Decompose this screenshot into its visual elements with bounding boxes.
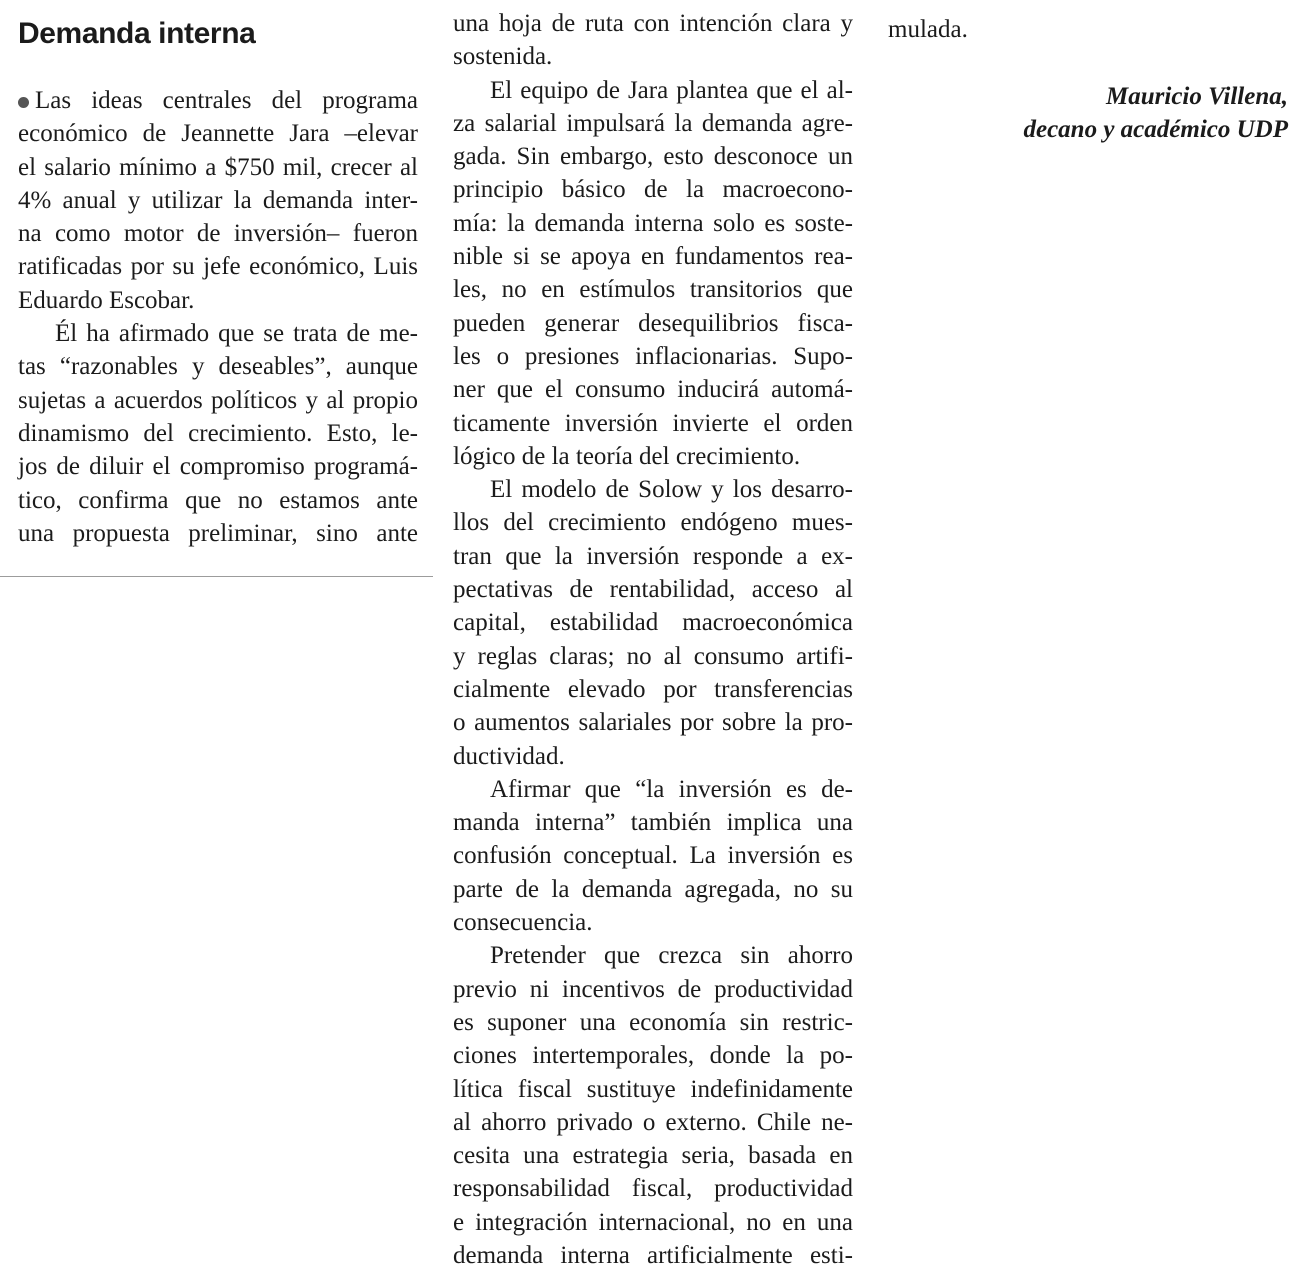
paragraph-line: [453, 74, 853, 107]
paragraph-line: [453, 939, 853, 972]
paragraph-line: [453, 1039, 853, 1072]
line-text: ratificadas por su jefe económico, Luis: [18, 253, 418, 281]
paragraph-line: [18, 84, 418, 117]
paragraph-line: [453, 606, 853, 639]
line-text: una propuesta preliminar, sino ante: [18, 519, 418, 547]
line-text: sujetas a acuerdos políticos y al propio: [18, 386, 418, 414]
paragraph-line: [453, 107, 853, 140]
line-text: ciones intertemporales, donde la po-: [453, 1042, 853, 1070]
line-text: za salarial impulsará la demanda agre-: [453, 109, 853, 137]
line-text: jos de diluir el compromiso programá-: [18, 453, 418, 481]
paragraph-line: [18, 184, 418, 217]
paragraph-line: [453, 906, 853, 939]
line-text: capital, estabilidad macroeconómica: [453, 609, 853, 637]
paragraph-line: [18, 250, 418, 283]
line-text: al ahorro privado o externo. Chile ne-: [453, 1108, 853, 1136]
paragraph-line: [453, 7, 853, 40]
line-text: una hoja de ruta con intención clara y: [453, 10, 853, 37]
text-column-1: [18, 84, 418, 550]
paragraph-line: [18, 284, 418, 317]
bullet-dot-icon: [18, 97, 29, 108]
paragraph-line: [18, 384, 418, 417]
paragraph-line: [453, 207, 853, 240]
paragraph: [18, 317, 418, 550]
line-text: mulada.: [888, 16, 968, 43]
line-text: tas “razonables y deseables”, aunque: [18, 353, 418, 381]
section-heading: Demanda interna: [18, 17, 256, 50]
line-text: previo ni incentivos de productividad: [453, 975, 853, 1003]
line-text: confusión conceptual. La inversión es: [453, 842, 853, 870]
line-text: El modelo de Solow y los desarro-: [490, 476, 853, 504]
line-text: es suponer una economía sin restric-: [453, 1008, 853, 1036]
paragraph-line: [453, 273, 853, 306]
paragraph-line: [18, 117, 418, 150]
author-signature: [888, 80, 1288, 146]
line-text: Pretender que crezca sin ahorro: [490, 942, 853, 970]
line-text: principio básico de la macroecono-: [453, 176, 853, 204]
line-text: ticamente inversión invierte el orden: [453, 409, 853, 437]
line-text: lógico de la teoría del crecimiento.: [453, 442, 801, 470]
paragraph-line: [453, 873, 853, 906]
line-text: llos del crecimiento endógeno mues-: [453, 509, 853, 537]
line-text: cialmente elevado por transferencias: [453, 675, 853, 703]
text-column-2: [453, 7, 853, 1272]
paragraph-line: [453, 440, 853, 473]
line-text: na como motor de inversión– fueron: [18, 220, 418, 248]
paragraph-line: [453, 1139, 853, 1172]
paragraph-line: [453, 506, 853, 539]
paragraph-line: [453, 806, 853, 839]
paragraph-line: [18, 417, 418, 450]
paragraph-line: [18, 151, 418, 184]
paragraph-line: [453, 573, 853, 606]
paragraph-line: [453, 540, 853, 573]
paragraph-line: [453, 640, 853, 673]
line-text: consecuencia.: [453, 909, 593, 937]
line-text: Eduardo Escobar.: [18, 286, 195, 314]
line-text: tran que la inversión responde a ex-: [453, 542, 853, 570]
line-text: ner que el consumo inducirá automá-: [453, 376, 853, 404]
line-text: responsabilidad fiscal, productividad: [453, 1175, 853, 1203]
line-text: El equipo de Jara plantea que el al-: [490, 76, 853, 104]
author-name: Mauricio Villena,: [1106, 83, 1288, 110]
paragraph-line: [453, 973, 853, 1006]
paragraph-line: [453, 839, 853, 872]
line-text: lítica fiscal sustituye indefinidamente: [453, 1075, 853, 1103]
paragraph-line: [18, 317, 418, 350]
line-text: demanda interna artificialmente esti-: [453, 1241, 853, 1269]
line-text: Él ha afirmado que se trata de me-: [55, 320, 418, 348]
paragraph-line: [453, 1172, 853, 1205]
line-text: nible si se apoya en fundamentos rea-: [453, 243, 853, 271]
line-text: 4% anual y utilizar la demanda inter-: [18, 186, 418, 214]
paragraph-line: [18, 484, 418, 517]
line-text: pectativas de rentabilidad, acceso al: [453, 576, 853, 604]
paragraph-line: [18, 450, 418, 483]
line-text: pueden generar desequilibrios fisca-: [453, 309, 853, 337]
paragraph: [453, 939, 853, 1272]
line-text: les, no en estímulos transitorios que: [453, 276, 853, 304]
paragraph-line: [888, 13, 1288, 46]
paragraph-line: [18, 517, 418, 550]
paragraph-line: [453, 1073, 853, 1106]
line-text: mía: la demanda interna solo es soste-: [453, 209, 853, 237]
paragraph: [888, 13, 1288, 46]
paragraph-line: [453, 140, 853, 173]
paragraph-line: [18, 217, 418, 250]
paragraph-line: [453, 240, 853, 273]
paragraph-line: [453, 773, 853, 806]
author-role: decano y académico UDP: [1023, 116, 1288, 143]
paragraph-line: [453, 706, 853, 739]
line-text: sostenida.: [453, 43, 553, 71]
line-text: e integración internacional, no en una: [453, 1208, 853, 1236]
line-text: cesita una estrategia seria, basada en: [453, 1142, 853, 1170]
section-divider: [0, 576, 433, 577]
paragraph-line: [18, 350, 418, 383]
paragraph: [18, 84, 418, 317]
paragraph-line: [453, 740, 853, 773]
paragraph-line: [453, 173, 853, 206]
line-text: ductividad.: [453, 742, 565, 770]
paragraph-line: [453, 40, 853, 73]
paragraph-line: [453, 340, 853, 373]
line-text: económico de Jeannette Jara –elevar: [18, 120, 418, 148]
paragraph-line: [453, 1006, 853, 1039]
line-text: el salario mínimo a $750 mil, crecer al: [18, 153, 418, 181]
line-text: tico, confirma que no estamos ante: [18, 486, 418, 514]
paragraph-line: [453, 1106, 853, 1139]
line-text: y reglas claras; no al consumo artifi-: [453, 642, 853, 670]
line-text: parte de la demanda agregada, no su: [453, 875, 853, 903]
paragraph: [453, 473, 853, 773]
paragraph-line: [453, 407, 853, 440]
line-text: Las ideas centrales del programa: [35, 87, 418, 114]
paragraph: [453, 7, 853, 74]
line-text: o aumentos salariales por sobre la pro-: [453, 709, 853, 737]
paragraph-line: [453, 473, 853, 506]
line-text: gada. Sin embargo, esto desconoce un: [453, 143, 853, 171]
paragraph-line: [453, 307, 853, 340]
paragraph-line: [453, 1239, 853, 1272]
paragraph-line: [453, 673, 853, 706]
line-text: Afirmar que “la inversión es de-: [490, 775, 853, 803]
line-text: manda interna” también implica una: [453, 809, 853, 837]
paragraph-line: [453, 1206, 853, 1239]
paragraph: [453, 773, 853, 939]
line-text: les o presiones inflacionarias. Supo-: [453, 342, 853, 370]
text-column-3: [888, 13, 1288, 46]
paragraph-line: [453, 373, 853, 406]
paragraph: [453, 74, 853, 474]
line-text: dinamismo del crecimiento. Esto, le-: [18, 419, 418, 447]
